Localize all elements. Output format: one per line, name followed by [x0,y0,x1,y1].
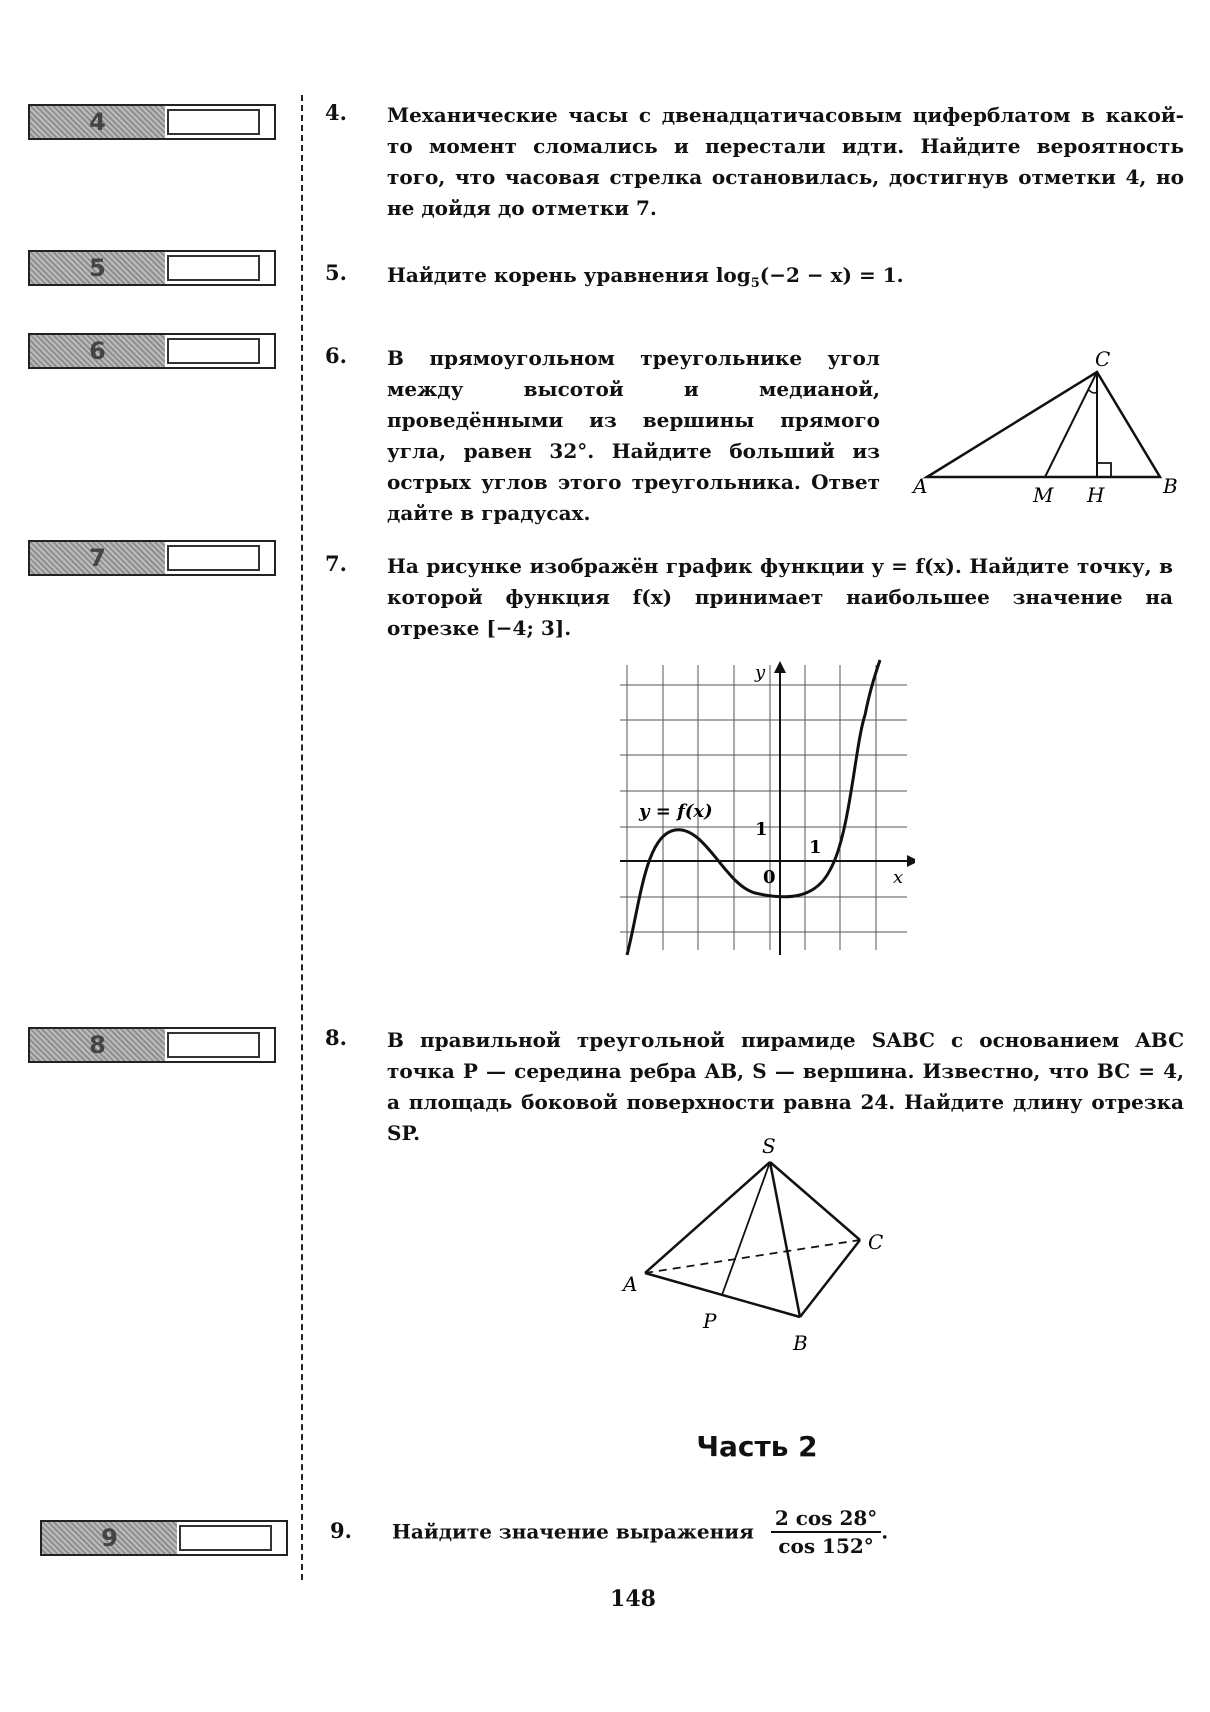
answer-box-number: 9 [42,1522,177,1554]
triangle-diagram [905,345,1185,505]
label-A: A [913,474,928,498]
task-9-end: . [881,1519,889,1544]
fraction-numerator: 2 cos 28° [771,1505,881,1533]
answer-box-number: 7 [30,542,165,574]
label-C: C [1095,347,1111,371]
task-7-number: 7. [325,551,347,576]
x-tick-one: 1 [809,837,822,858]
fraction-denominator: cos 152° [778,1534,874,1558]
y-axis-label: y [755,662,766,683]
task-8-text: В правильной треугольной пирамиде SABC с основанием ABC точка P — середина ребра AB, S — вершина. Известно, что BC = 4, а площадь боковой поверхности равна 24. Найдите длину отрезка SP. [387,1028,1184,1145]
answer-field-9[interactable] [179,1525,272,1551]
task-7-text: На рисунке изображён график функции y = f(x). Найдите точку, в которой функция f(x) принимает наибольшее значение на отрезке [−4; 3]. [387,554,1173,640]
answer-box-number: 5 [30,252,165,284]
page-number: 148 [610,1586,656,1612]
answer-field-8[interactable] [167,1032,260,1058]
cut-line [301,95,303,1580]
answer-box-number: 8 [30,1029,165,1061]
task-6-text: В прямоугольном треугольнике угол между высотой и медианой, проведёнными из вершины прямого угла, равен 32°. Найдите больший из острых углов этого треугольника. Ответ дайте в градусах. [387,346,880,525]
origin-label: 0 [763,867,776,888]
pyramid-diagram [615,1125,895,1365]
task-5-number: 5. [325,260,347,285]
fraction [771,1505,881,1559]
task-4-number: 4. [325,100,347,125]
task-5-text-after: (−2 − x) = 1. [759,263,904,287]
answer-box-8 [28,1027,276,1063]
task-9-prompt: Найдите значение выражения [392,1519,754,1544]
answer-box-9 [40,1520,288,1556]
answer-box-7 [28,540,276,576]
label-C: C [868,1230,884,1254]
label-M: M [1033,483,1054,505]
function-graph [615,655,915,960]
y-tick-one: 1 [755,819,768,840]
answer-box-number: 4 [30,106,165,138]
function-label: y = f(x) [639,801,713,822]
label-B: B [793,1331,808,1355]
task-4-text: Механические часы с двенадцатичасовым циферблатом в какой-то момент сломались и перестали идти. Найдите вероятность того, что часовая стрелка остановилась, достигнув отметки 4, но не дойдя до отметки 7. [387,103,1184,220]
answer-box-6 [28,333,276,369]
log-base: 5 [750,276,760,291]
label-P: P [703,1309,717,1333]
task-5-text-before: Найдите корень уравнения log [387,263,751,287]
label-H: H [1087,483,1105,505]
task-5-text [387,260,1184,299]
label-B: B [1163,474,1178,498]
label-S: S [762,1134,776,1158]
answer-box-number: 6 [30,335,165,367]
answer-field-6[interactable] [167,338,260,364]
answer-field-5[interactable] [167,255,260,281]
task-6-number: 6. [325,343,347,368]
task-8-number: 8. [325,1025,347,1050]
label-A: A [623,1272,638,1296]
answer-field-4[interactable] [167,109,260,135]
answer-box-5 [28,250,276,286]
part-2-heading: Часть 2 [696,1430,818,1463]
answer-field-7[interactable] [167,545,260,571]
task-9-number: 9. [330,1518,352,1543]
answer-box-4 [28,104,276,140]
x-axis-label: x [893,867,904,888]
task-9-text [392,1505,992,1559]
